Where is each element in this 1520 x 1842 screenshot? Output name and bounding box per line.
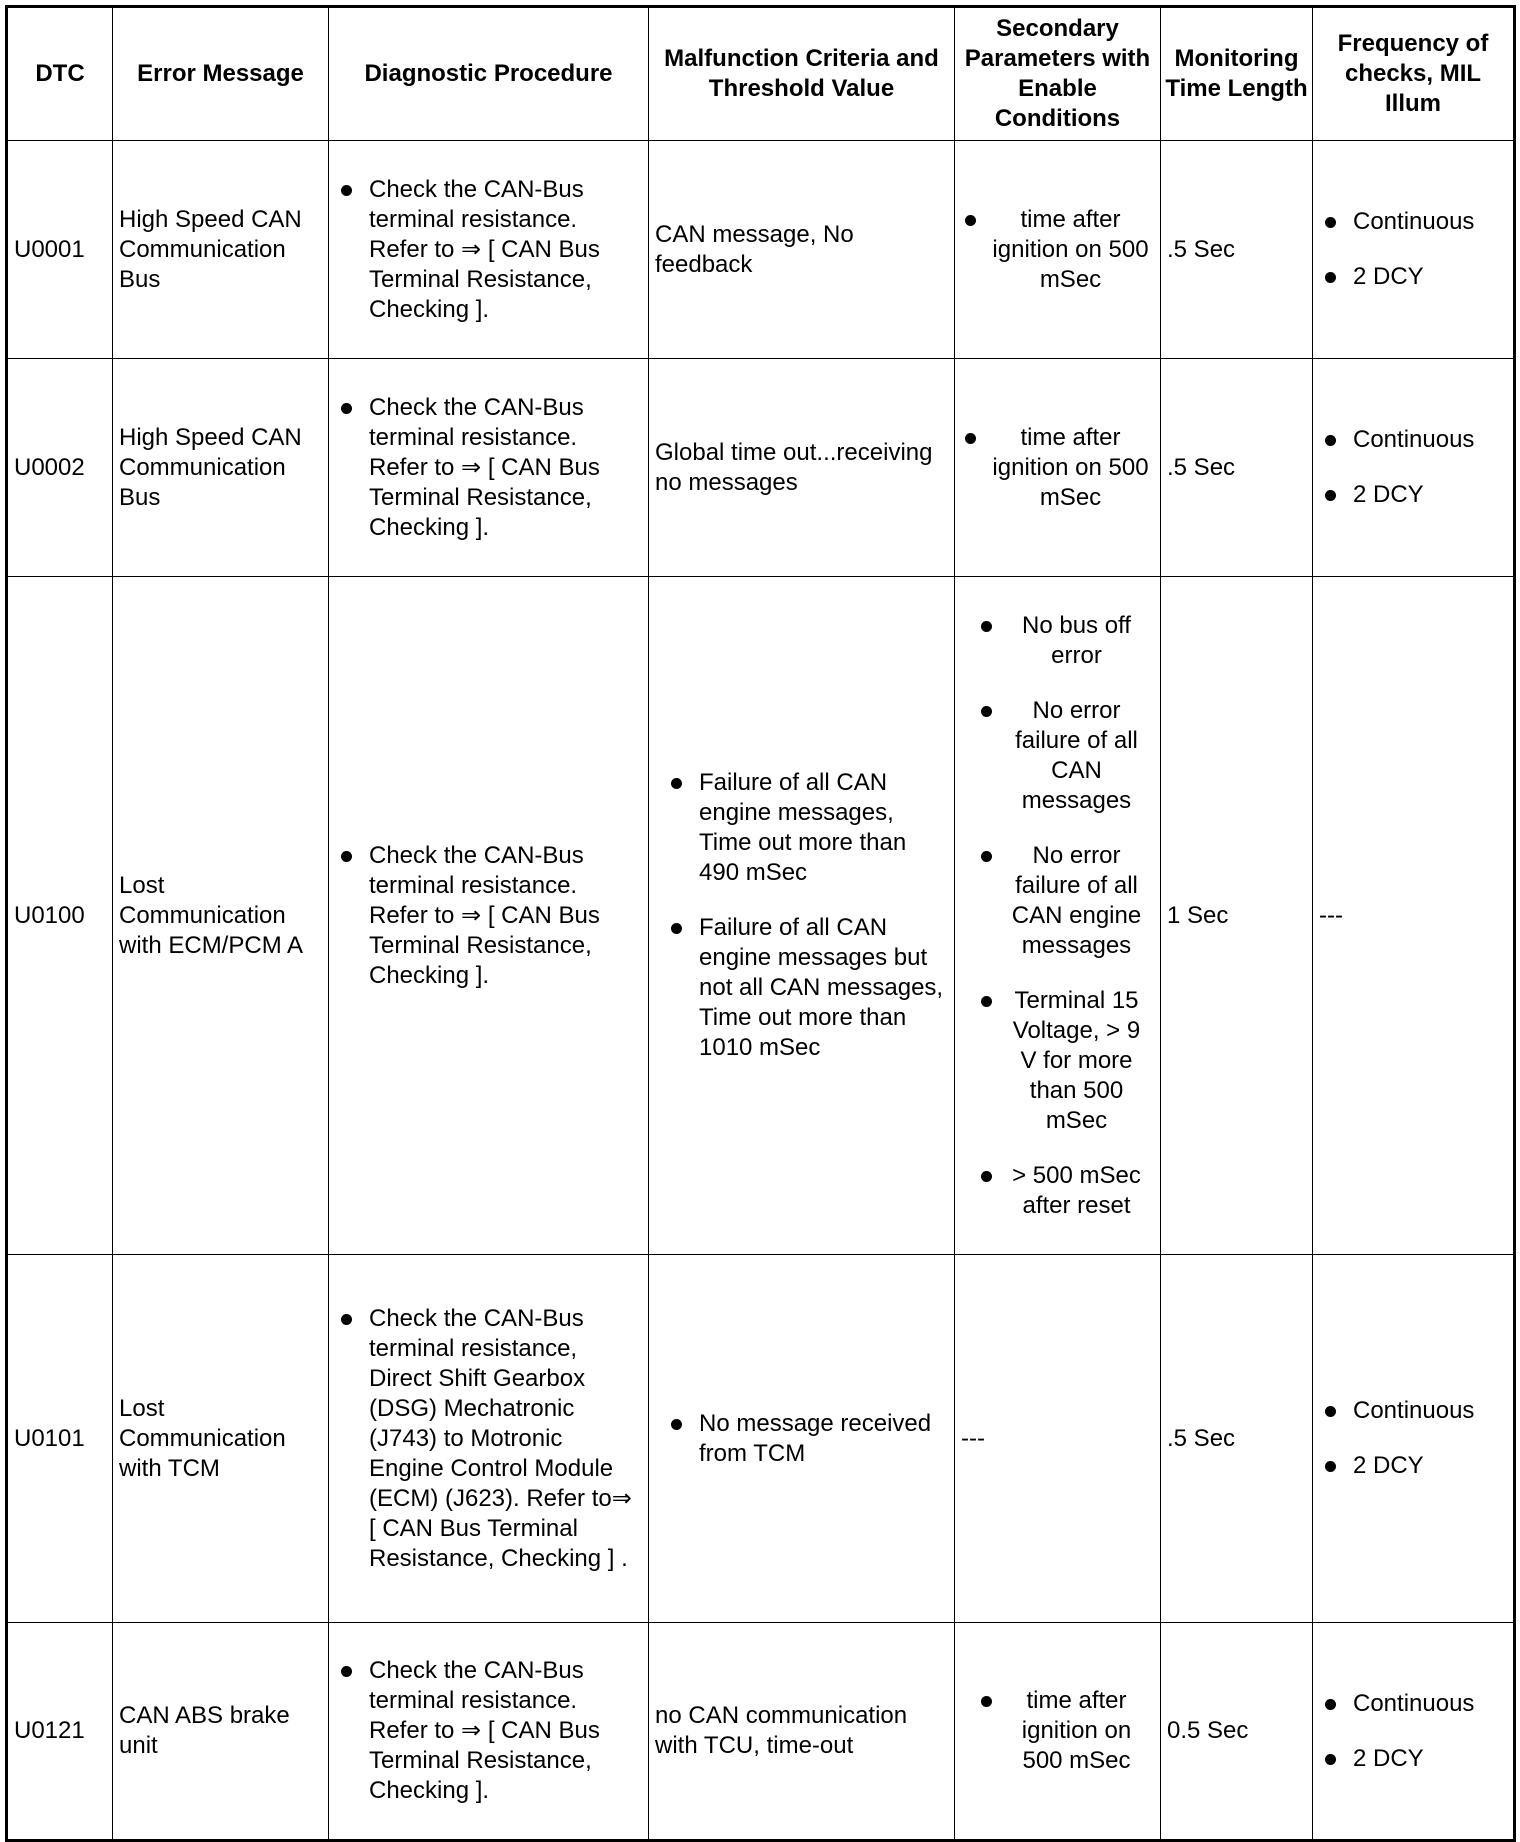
dtc-code: U0121 bbox=[7, 1623, 113, 1841]
monitoring-time: .5 Sec bbox=[1161, 359, 1313, 577]
secondary-parameters: --- bbox=[955, 1255, 1161, 1623]
diagnostic-procedure bbox=[329, 577, 649, 1255]
dtc-code: U0100 bbox=[7, 577, 113, 1255]
header-malfunction-criteria: Malfunction Criteria and Threshold Value bbox=[649, 7, 955, 141]
bullet-item: Check the CAN-Bus terminal resistance. Refer to ⇒ [ CAN Bus Terminal Resistance, Checking ]. bbox=[335, 1656, 642, 1806]
table-row bbox=[7, 577, 1515, 1255]
header-frequency: Frequency of checks, MIL Illum bbox=[1313, 7, 1515, 141]
error-message: High Speed CAN Communication Bus bbox=[113, 141, 329, 359]
bullet-item: Terminal 15 Voltage, > 9 V for more than 500 mSec bbox=[977, 986, 1150, 1136]
header-error-message: Error Message bbox=[113, 7, 329, 141]
bullet-item: time after ignition on 500 mSec bbox=[961, 423, 1154, 513]
table-row bbox=[7, 359, 1515, 577]
monitoring-time: 1 Sec bbox=[1161, 577, 1313, 1255]
error-message: Lost Communication with ECM/PCM A bbox=[113, 577, 329, 1255]
table-row bbox=[7, 1255, 1515, 1623]
frequency bbox=[1313, 359, 1515, 577]
secondary-parameters bbox=[955, 1623, 1161, 1841]
header-secondary-parameters: Secondary Parameters with Enable Conditions bbox=[955, 7, 1161, 141]
dtc-code: U0101 bbox=[7, 1255, 113, 1623]
malfunction-criteria: no CAN communication with TCU, time-out bbox=[649, 1623, 955, 1841]
monitoring-time: 0.5 Sec bbox=[1161, 1623, 1313, 1841]
bullet-item: time after ignition on 500 mSec bbox=[961, 205, 1154, 295]
malfunction-criteria bbox=[649, 577, 955, 1255]
bullet-item: > 500 mSec after reset bbox=[977, 1161, 1150, 1221]
bullet-item: time after ignition on 500 mSec bbox=[977, 1686, 1150, 1776]
bullet-item: Continuous bbox=[1319, 425, 1507, 455]
bullet-item: No error failure of all CAN engine messages bbox=[977, 841, 1150, 961]
bullet-item: Continuous bbox=[1319, 1396, 1507, 1426]
monitoring-time: .5 Sec bbox=[1161, 141, 1313, 359]
bullet-item: 2 DCY bbox=[1319, 1451, 1507, 1481]
error-message: CAN ABS brake unit bbox=[113, 1623, 329, 1841]
bullet-item: Continuous bbox=[1319, 1689, 1507, 1719]
diagnostic-procedure bbox=[329, 141, 649, 359]
bullet-item: Failure of all CAN engine messages, Time out more than 490 mSec bbox=[665, 768, 948, 888]
header-monitoring-time: Monitoring Time Length bbox=[1161, 7, 1313, 141]
bullet-item: 2 DCY bbox=[1319, 262, 1507, 292]
table-row bbox=[7, 1623, 1515, 1841]
bullet-item: Check the CAN-Bus terminal resistance. Refer to ⇒ [ CAN Bus Terminal Resistance, Checking ]. bbox=[335, 393, 642, 543]
secondary-parameters bbox=[955, 141, 1161, 359]
bullet-item: No error failure of all CAN messages bbox=[977, 696, 1150, 816]
dtc-table bbox=[5, 5, 1516, 1842]
frequency bbox=[1313, 1255, 1515, 1623]
diagnostic-procedure bbox=[329, 359, 649, 577]
bullet-item: Failure of all CAN engine messages but not all CAN messages, Time out more than 1010 mSec bbox=[665, 913, 948, 1063]
bullet-item: Continuous bbox=[1319, 207, 1507, 237]
error-message: Lost Communication with TCM bbox=[113, 1255, 329, 1623]
monitoring-time: .5 Sec bbox=[1161, 1255, 1313, 1623]
secondary-parameters bbox=[955, 359, 1161, 577]
bullet-item: No bus off error bbox=[977, 611, 1150, 671]
table-row bbox=[7, 141, 1515, 359]
bullet-item: Check the CAN-Bus terminal resistance, Direct Shift Gearbox (DSG) Mechatronic (J743) to Motronic Engine Control Module (ECM) (J623). Refer to⇒ [ CAN Bus Terminal Resistance, Checking ] . bbox=[335, 1304, 642, 1574]
frequency: --- bbox=[1313, 577, 1515, 1255]
dtc-code: U0002 bbox=[7, 359, 113, 577]
header-diagnostic-procedure: Diagnostic Procedure bbox=[329, 7, 649, 141]
malfunction-criteria: Global time out...receiving no messages bbox=[649, 359, 955, 577]
header-row bbox=[7, 7, 1515, 141]
bullet-item: 2 DCY bbox=[1319, 1744, 1507, 1774]
bullet-item: Check the CAN-Bus terminal resistance. Refer to ⇒ [ CAN Bus Terminal Resistance, Checking ]. bbox=[335, 175, 642, 325]
diagnostic-procedure bbox=[329, 1623, 649, 1841]
secondary-parameters bbox=[955, 577, 1161, 1255]
header-dtc: DTC bbox=[7, 7, 113, 141]
malfunction-criteria bbox=[649, 1255, 955, 1623]
bullet-item: No message received from TCM bbox=[665, 1409, 948, 1469]
bullet-item: Check the CAN-Bus terminal resistance. Refer to ⇒ [ CAN Bus Terminal Resistance, Checking ]. bbox=[335, 841, 642, 991]
frequency bbox=[1313, 1623, 1515, 1841]
malfunction-criteria: CAN message, No feedback bbox=[649, 141, 955, 359]
error-message: High Speed CAN Communication Bus bbox=[113, 359, 329, 577]
frequency bbox=[1313, 141, 1515, 359]
dtc-code: U0001 bbox=[7, 141, 113, 359]
diagnostic-procedure bbox=[329, 1255, 649, 1623]
bullet-item: 2 DCY bbox=[1319, 480, 1507, 510]
